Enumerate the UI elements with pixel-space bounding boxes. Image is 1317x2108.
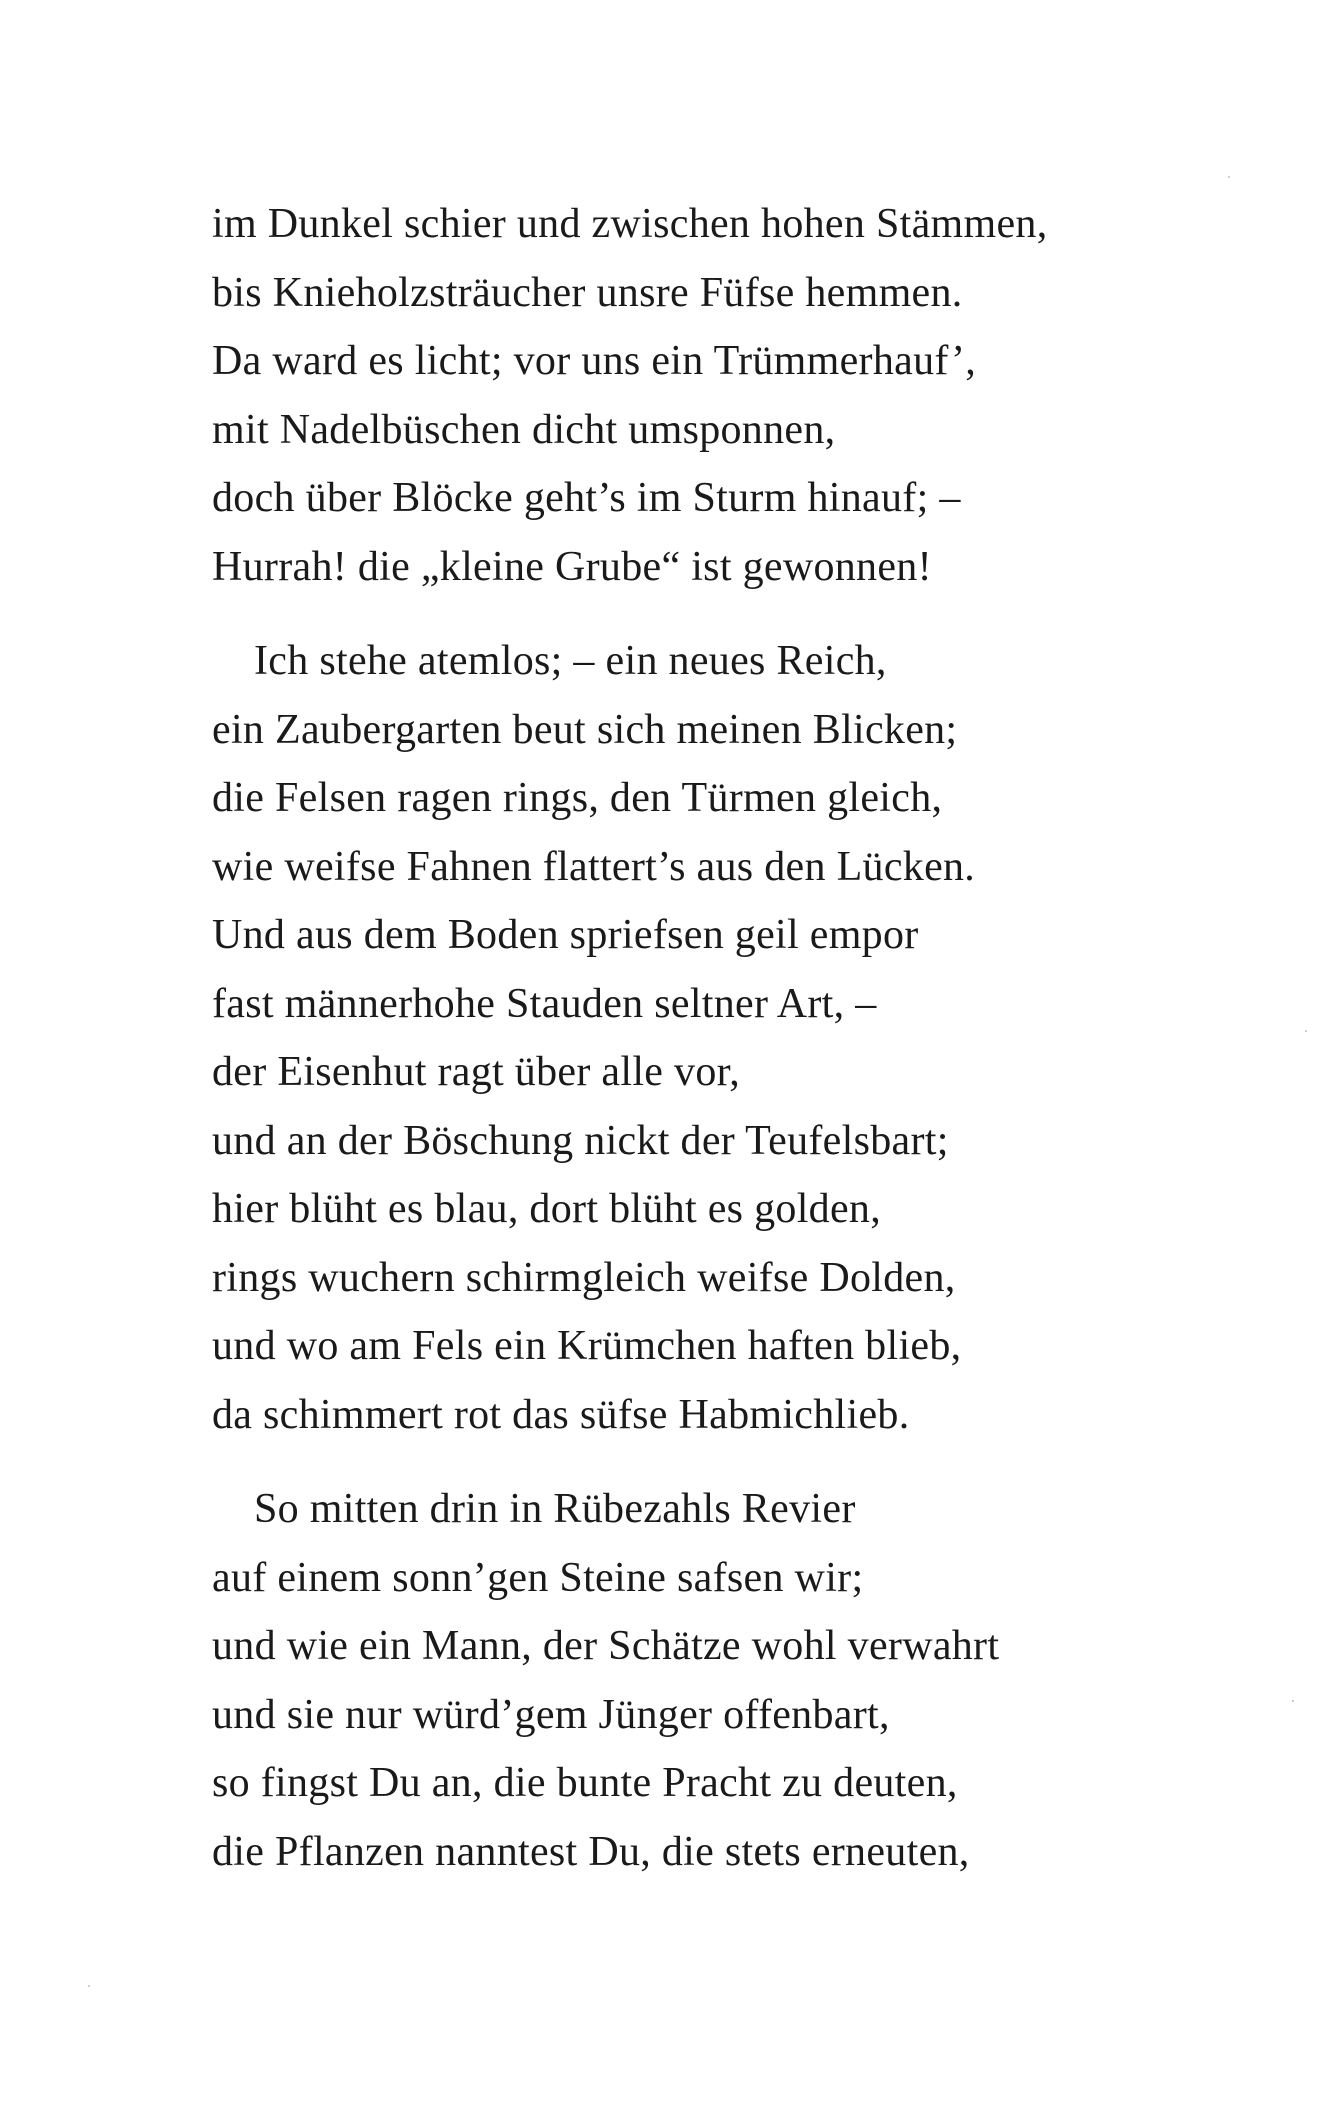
paper-speck xyxy=(1228,176,1230,178)
stanza-3 xyxy=(212,1475,1272,1886)
poem-line: Und aus dem Boden spriefsen geil empor xyxy=(212,912,919,958)
poem-line: wie weifse Fahnen flattert’s aus den Lücken. xyxy=(212,843,976,890)
poem xyxy=(212,190,1272,1886)
poem-line: und sie nur würd’gem Jünger offenbart, xyxy=(212,1691,890,1738)
paper-speck xyxy=(1292,1700,1294,1702)
poem-line: Hurrah! die „kleine Grube“ ist gewonnen! xyxy=(212,543,932,590)
poem-line: ein Zaubergarten beut sich meinen Blicken; xyxy=(212,706,958,753)
poem-line: doch über Blöcke geht’s im Sturm hinauf; – xyxy=(212,475,961,521)
stanza-1 xyxy=(212,190,1272,601)
poem-line: da schimmert rot das süfse Habmichlieb. xyxy=(212,1391,910,1438)
poem-line: im Dunkel schier und zwischen hohen Stämmen, xyxy=(212,201,1048,247)
poem-line: die Pflanzen nanntest Du, die stets erneuten, xyxy=(212,1828,970,1875)
poem-line: rings wuchern schirmgleich weifse Dolden, xyxy=(212,1254,956,1301)
poem-line: die Felsen ragen rings, den Türmen gleich, xyxy=(212,775,943,821)
poem-line: hier blüht es blau, dort blüht es golden, xyxy=(212,1186,882,1232)
paper-speck xyxy=(1305,1030,1307,1032)
poem-line: und wo am Fels ein Krümchen haften blieb, xyxy=(212,1323,962,1369)
poem-line: der Eisenhut ragt über alle vor, xyxy=(212,1049,741,1095)
poem-line: Da ward es licht; vor uns ein Trümmerhauf’, xyxy=(212,338,977,384)
poem-line: fast männerhohe Stauden seltner Art, – xyxy=(212,980,877,1027)
poem-line: und an der Böschung nickt der Teufelsbart; xyxy=(212,1117,949,1164)
stanza-2 xyxy=(212,627,1272,1449)
poem-line: bis Knieholzsträucher unsre Füfse hemmen. xyxy=(212,269,963,316)
paper-speck xyxy=(88,1985,90,1987)
poem-line: So mitten drin in Rübezahls Revier xyxy=(254,1486,856,1532)
poem-line: auf einem sonn’gen Steine safsen wir; xyxy=(212,1554,864,1601)
poem-line: so fingst Du an, die bunte Pracht zu deuten, xyxy=(212,1760,958,1806)
poem-line: Ich stehe atemlos; – ein neues Reich, xyxy=(254,638,887,684)
poem-line: mit Nadelbüschen dicht umsponnen, xyxy=(212,406,836,453)
poem-line: und wie ein Mann, der Schätze wohl verwahrt xyxy=(212,1623,1000,1669)
